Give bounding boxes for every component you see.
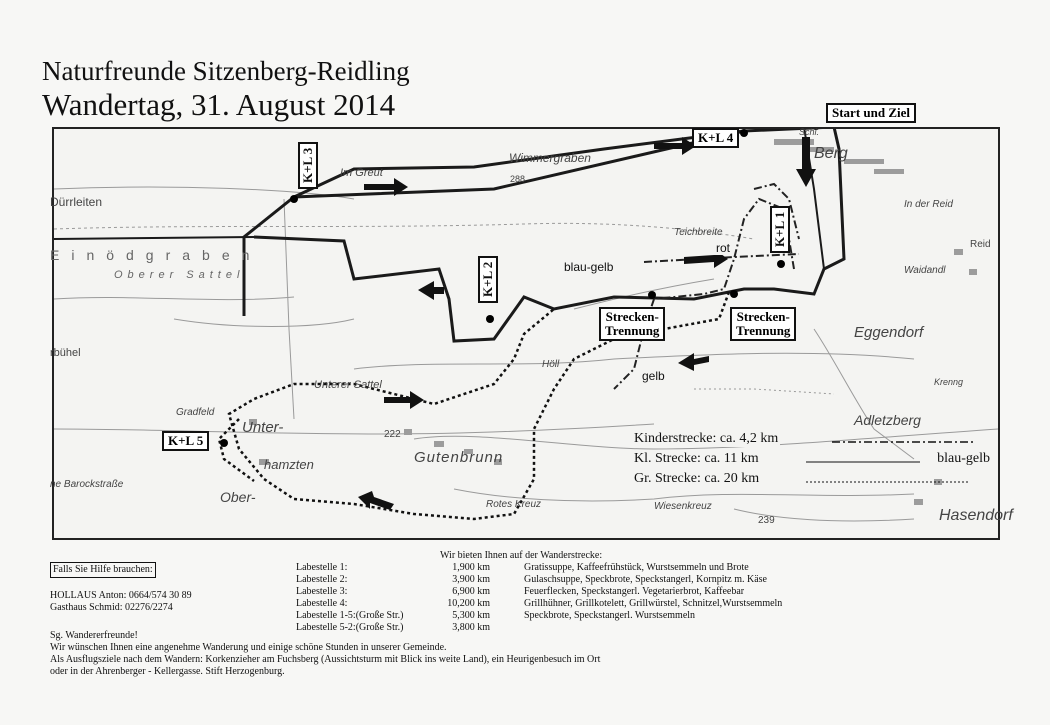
place-label: Oberer Sattel xyxy=(114,269,245,281)
place-label: Teichbreite xyxy=(674,227,723,238)
place-label: Wiesenkreuz xyxy=(654,501,712,512)
place-label: ne Barockstraße xyxy=(50,479,124,490)
split-line2: Trennung xyxy=(736,323,791,338)
place-label: Eggendorf xyxy=(854,324,924,341)
place-label: hamzten xyxy=(264,457,314,472)
station-menu: Speckbrote, Speckstangerl. Wurstsemmeln xyxy=(524,610,696,621)
station-name: Labestelle 1-5:(Große Str.) xyxy=(296,610,404,621)
place-label: Gradfeld xyxy=(176,407,215,418)
greeting: Sg. Wandererfreunde! xyxy=(50,630,138,641)
place-label: Ober- xyxy=(220,489,256,505)
place-label: Unter- xyxy=(242,419,284,436)
station-menu: Gulaschsuppe, Speckbrote, Speckstangerl, Kornpitz m. Käse xyxy=(524,574,767,585)
place-label: Berg xyxy=(814,145,848,162)
place-label: Rotes Kreuz xyxy=(486,499,542,510)
route-map xyxy=(50,105,1013,540)
station-km: 3,800 km xyxy=(452,622,490,633)
station-name: Labestelle 5-2:(Große Str.) xyxy=(296,622,404,633)
place-label: Im Greut xyxy=(340,167,383,179)
help-heading: Falls Sie Hilfe brauchen: xyxy=(50,562,156,578)
elevation-label: 222 xyxy=(384,429,401,440)
station-km: 5,300 km xyxy=(452,610,490,621)
place-label: Unterer Sattel xyxy=(314,379,382,391)
station-name: Labestelle 1: xyxy=(296,562,348,573)
station-km: 1,900 km xyxy=(452,562,490,573)
place-label: Höll xyxy=(542,359,560,370)
station-km: 6,900 km xyxy=(452,586,490,597)
place-label: Gutenbrunn xyxy=(414,449,504,466)
place-label: Reid xyxy=(970,239,991,250)
checkpoint-kl2: K+L 2 xyxy=(478,256,498,303)
legend-solid-line xyxy=(806,460,920,464)
checkpoint-kl4: K+L 4 xyxy=(692,128,739,148)
station-km: 10,200 km xyxy=(447,598,490,609)
place-label: rbühel xyxy=(50,347,81,359)
place-label: Einödgraben xyxy=(50,247,262,263)
place-label: Krenng xyxy=(934,377,964,387)
legend-label: Gr. Strecke: ca. 20 km xyxy=(634,471,760,486)
station-name: Labestelle 3: xyxy=(296,586,348,597)
start-finish-label: Start und Ziel xyxy=(826,103,916,123)
station-name: Labestelle 4: xyxy=(296,598,348,609)
route-split-east xyxy=(730,307,796,341)
elevation-label: 288 xyxy=(510,174,526,184)
place-label: Dürrleiten xyxy=(50,195,103,209)
legend-label: Kinderstrecke: ca. 4,2 km xyxy=(634,431,779,446)
legend-row-long xyxy=(634,471,994,491)
wish-line-2: Als Ausflugsziele nach dem Wandern: Korkenzieher am Fuchsberg (Aussichtsturm mit Blick ins weite Land), ein Heurigenbesuch im Ort xyxy=(50,654,601,665)
station-km: 3,900 km xyxy=(452,574,490,585)
route-label-blue-yellow: blau-gelb xyxy=(564,260,614,274)
station-name: Labestelle 2: xyxy=(296,574,348,585)
place-label: Hasendorf xyxy=(939,507,1013,524)
place-label: In der Reid xyxy=(904,199,953,210)
legend-label: Kl. Strecke: ca. 11 km xyxy=(634,451,759,466)
elevation-label: 239 xyxy=(758,515,775,526)
checkpoint-kl5: K+L 5 xyxy=(162,431,209,451)
route-label-red: rot xyxy=(716,241,731,255)
event-date-title: Wandertag, 31. August 2014 xyxy=(42,87,396,122)
place-label: Schl. xyxy=(799,127,820,137)
split-line1: Strecken- xyxy=(605,309,659,324)
station-menu: Grillhühner, Grillkotelett, Grillwürstel, Schnitzel,Wurstsemmeln xyxy=(524,598,783,609)
legend-dashdot-line xyxy=(832,440,974,444)
legend-dotted-line xyxy=(806,480,970,484)
contact-phone-2: Gasthaus Schmid: 02276/2274 xyxy=(50,602,173,613)
place-label: Wimmergraben xyxy=(509,151,591,165)
event-organizer-title: Naturfreunde Sitzenberg-Reidling xyxy=(42,56,410,86)
legend-tail: blau-gelb xyxy=(937,451,990,466)
info-intro: Wir bieten Ihnen auf der Wanderstrecke: xyxy=(440,550,603,561)
long-route-ridge xyxy=(54,237,254,239)
split-line1: Strecken- xyxy=(736,309,790,324)
place-label: Waidandl xyxy=(904,265,946,276)
legend-row-short xyxy=(634,451,994,471)
checkpoint-kl1: K+L 1 xyxy=(770,206,790,253)
wish-line-3: oder in der Ahrenberger - Kellergasse. Stift Herzogenburg. xyxy=(50,666,285,677)
route-split-west xyxy=(599,307,665,341)
place-label: Adletzberg xyxy=(854,412,921,428)
split-line2: Trennung xyxy=(605,323,660,338)
station-menu: Gratissuppe, Kaffeefrühstück, Wurstsemmeln und Brote xyxy=(524,562,749,573)
route-label-yellow: gelb xyxy=(642,369,665,383)
wish-line-1: Wir wünschen Ihnen eine angenehme Wanderung und einige schöne Stunden in unserer Gemeinde. xyxy=(50,642,447,653)
route-legend xyxy=(634,431,994,491)
checkpoint-kl3: K+L 3 xyxy=(298,142,318,189)
legend-row-kids xyxy=(634,431,994,451)
contact-phone-1: HOLLAUS Anton: 0664/574 30 89 xyxy=(50,590,192,601)
station-menu: Feuerflecken, Speckstangerl. Vegetarierbrot, Kaffeebar xyxy=(524,586,745,597)
